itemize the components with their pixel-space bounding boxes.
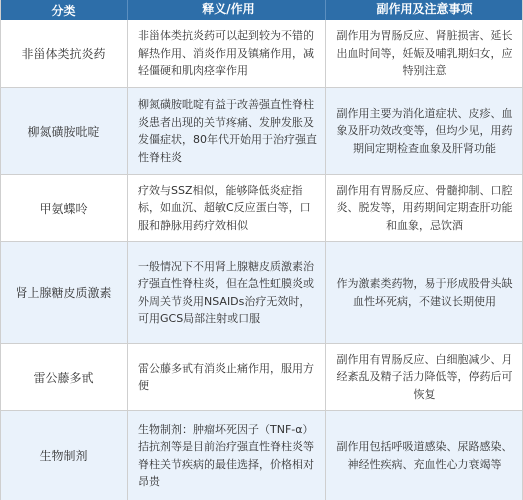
row-side-effects: 副作用有胃肠反应、白细胞减少、月经紊乱及精子活力降低等，停药后可恢复 <box>336 352 513 401</box>
header-category: 分类 <box>0 0 128 20</box>
row-description: 生物制剂：肿瘤坏死因子（TNF-α）拮抗剂等是目前治疗强直性脊柱炎等脊柱关节疾病的最佳选择，价格相对昂贵 <box>128 411 326 500</box>
row-description: 雷公藤多甙有消炎止痛作用，服用方便 <box>128 344 326 410</box>
row-category: 肾上腺糖皮质激素 <box>0 242 128 343</box>
row-side-effects: 作为激素类药物，易于形成股骨头缺血性坏死病，不建议长期使用 <box>336 277 513 308</box>
row-category: 雷公藤多甙 <box>0 344 128 410</box>
row-side-effects: 副作用为胃肠反应、肾脏损害、延长出血时间等，妊娠及哺乳期妇女，应特别注意 <box>336 29 513 78</box>
row-category: 甲氨蝶呤 <box>0 175 128 241</box>
row-description: 柳氮磺胺吡啶有益于改善强直性脊柱炎患者出现的关节疼痛、发肿发胀及发僵症状，80年代开始用于治疗强直性脊柱炎 <box>128 88 326 174</box>
row-category: 柳氮磺胺吡啶 <box>0 88 128 174</box>
header-side-effects: 副作用及注意事项 <box>376 2 473 17</box>
table-row <box>0 411 523 500</box>
table-row <box>0 20 523 88</box>
row-side-effects: 副作用有胃肠反应、骨髓抑制、口腔炎、脱发等，用药期间定期查肝功能和血象，忌饮酒 <box>336 183 513 232</box>
row-description: 疗效与SSZ相似，能够降低炎症指标，如血沉、超敏C反应蛋白等，口服和静脉用药疗效相似 <box>128 175 326 241</box>
table-header-row <box>0 0 523 20</box>
table-row <box>0 88 523 175</box>
row-side-effects: 副作用包括呼吸道感染、尿路感染、神经性疾病、充血性心力衰竭等 <box>336 440 513 471</box>
row-description: 一般情况下不用肾上腺糖皮质激素治疗强直性脊柱炎，但在急性虹膜炎或外周关节炎用NSAIDs治疗无效时，可用GCS局部注射或口服 <box>128 242 326 343</box>
row-category: 非甾体类抗炎药 <box>0 20 128 87</box>
table-row <box>0 175 523 242</box>
row-side-effects: 副作用主要为消化道症状、皮疹、血象及肝功效改变等，但均少见，用药期间定期检查血象及肝肾功能 <box>336 106 513 155</box>
row-category: 生物制剂 <box>0 411 128 500</box>
header-description: 释义/作用 <box>128 0 326 20</box>
table-row <box>0 242 523 344</box>
table-row <box>0 344 523 411</box>
row-description: 非甾体类抗炎药可以起到较为不错的解热作用、消炎作用及镇痛作用，减轻僵硬和肌肉痉挛作用 <box>128 20 326 87</box>
